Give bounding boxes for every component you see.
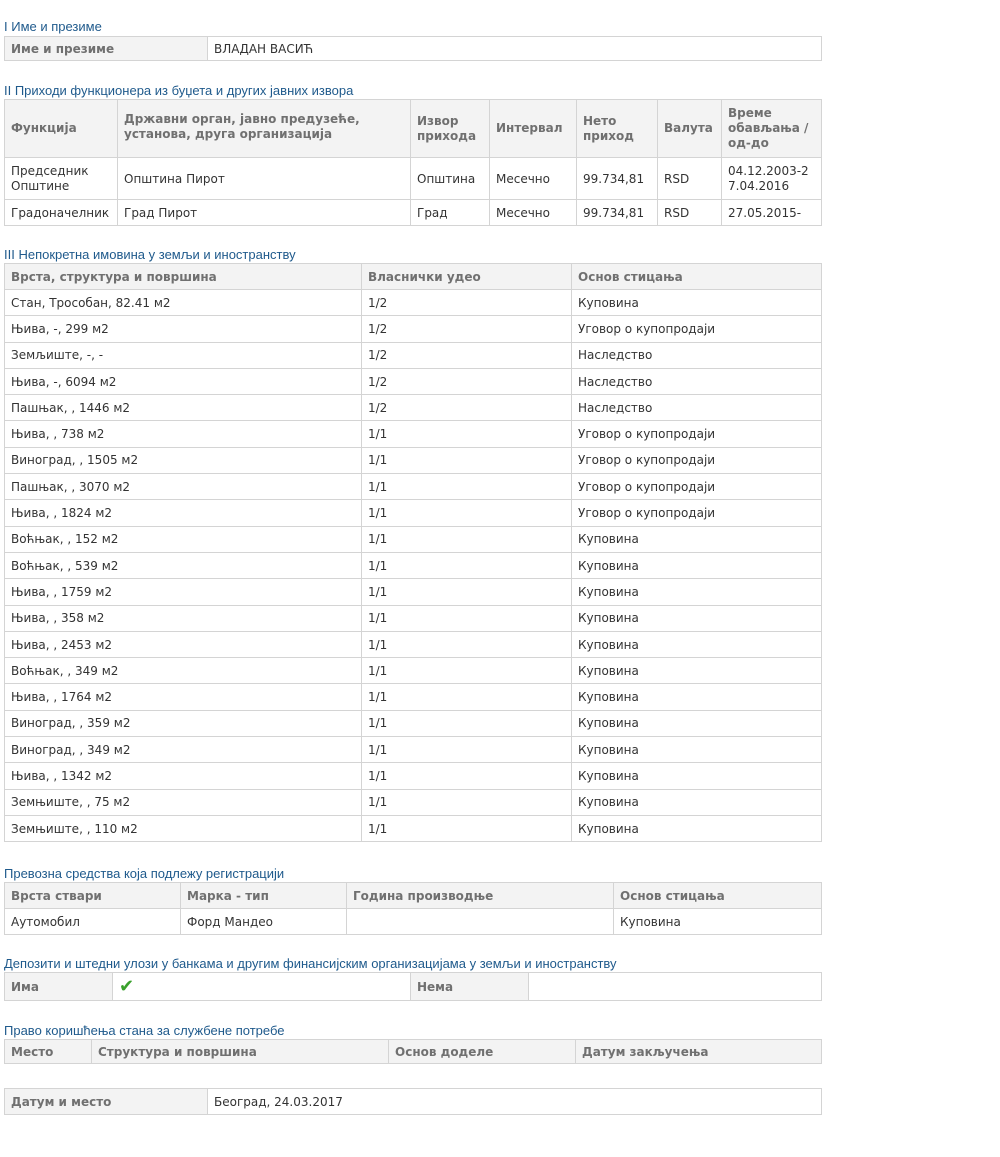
income-cell-period: 27.05.2015- — [722, 200, 822, 226]
property-table — [4, 263, 822, 842]
property-cell-type: Њива, , 1764 м2 — [5, 684, 362, 710]
apartment-header-place: Место — [5, 1040, 92, 1064]
income-cell-function: Председник Општине — [5, 158, 118, 200]
property-cell-share: 1/1 — [362, 605, 572, 631]
table-row — [5, 526, 822, 552]
property-cell-basis: Куповина — [572, 763, 822, 789]
property-cell-type: Пашњак, , 1446 м2 — [5, 395, 362, 421]
property-cell-basis: Куповина — [572, 658, 822, 684]
property-cell-share: 1/1 — [362, 552, 572, 578]
income-cell-interval: Месечно — [490, 158, 577, 200]
property-cell-type: Њива, , 358 м2 — [5, 605, 362, 631]
property-cell-share: 1/1 — [362, 710, 572, 736]
table-row — [5, 552, 822, 578]
property-cell-type: Земљиште, -, - — [5, 342, 362, 368]
section-property-title: III Непокретна имовина у земљи и иностранству — [4, 247, 296, 262]
deposits-table — [4, 972, 822, 1001]
table-row — [5, 200, 822, 226]
income-header-source: Извор прихода — [411, 100, 490, 158]
vehicle-cell-basis: Куповина — [614, 909, 822, 935]
property-cell-basis: Куповина — [572, 737, 822, 763]
property-cell-share: 1/1 — [362, 579, 572, 605]
name-label: Име и презиме — [5, 37, 208, 61]
property-cell-type: Њива, , 1342 м2 — [5, 763, 362, 789]
deposits-has-label: Има — [5, 973, 113, 1001]
property-cell-type: Воћњак, , 349 м2 — [5, 658, 362, 684]
date-place-value: Београд, 24.03.2017 — [208, 1089, 822, 1115]
apartment-header-date: Датум закључења — [576, 1040, 822, 1064]
property-cell-type: Земњиште, , 75 м2 — [5, 789, 362, 815]
property-cell-type: Земњиште, , 110 м2 — [5, 815, 362, 841]
checkmark-icon: ✔ — [119, 976, 135, 998]
vehicle-cell-type: Аутомобил — [5, 909, 181, 935]
vehicle-cell-brand: Форд Мандео — [181, 909, 347, 935]
property-cell-basis: Наследство — [572, 368, 822, 394]
apartment-header-basis: Основ доделе — [389, 1040, 576, 1064]
income-table — [4, 99, 822, 226]
table-row — [5, 631, 822, 657]
table-row — [5, 395, 822, 421]
name-table — [4, 36, 822, 61]
property-cell-type: Пашњак, , 3070 м2 — [5, 474, 362, 500]
date-place-table — [4, 1088, 822, 1115]
section-apartment-title: Право коришћења стана за службене потребе — [4, 1023, 285, 1039]
section-deposits-title: Депозити и штедни улози у банкама и другим финансијским организацијама у земљи и иностранству — [4, 956, 617, 972]
table-row — [5, 421, 822, 447]
deposits-has-value — [113, 973, 411, 1001]
table-row — [5, 737, 822, 763]
property-header-type: Врста, структура и површина — [5, 264, 362, 290]
property-cell-share: 1/1 — [362, 474, 572, 500]
vehicles-table — [4, 882, 822, 935]
property-cell-type: Њива, , 738 м2 — [5, 421, 362, 447]
property-cell-basis: Куповина — [572, 789, 822, 815]
table-row — [5, 500, 822, 526]
income-header-period: Време обављања / од-до — [722, 100, 822, 158]
property-cell-share: 1/1 — [362, 684, 572, 710]
property-cell-type: Њива, , 1824 м2 — [5, 500, 362, 526]
income-header-interval: Интервал — [490, 100, 577, 158]
table-row — [5, 342, 822, 368]
property-cell-basis: Уговор о купопродаји — [572, 474, 822, 500]
property-cell-share: 1/1 — [362, 658, 572, 684]
property-cell-type: Њива, , 1759 м2 — [5, 579, 362, 605]
property-cell-basis: Куповина — [572, 710, 822, 736]
table-row — [5, 474, 822, 500]
income-cell-organization: Град Пирот — [118, 200, 411, 226]
property-cell-share: 1/2 — [362, 368, 572, 394]
property-cell-basis: Куповина — [572, 579, 822, 605]
date-place-label: Датум и место — [5, 1089, 208, 1115]
income-cell-source: Општина — [411, 158, 490, 200]
table-row — [5, 909, 822, 935]
table-row — [5, 658, 822, 684]
property-cell-type: Воћњак, , 152 м2 — [5, 526, 362, 552]
name-value: ВЛАДАН ВАСИЋ — [208, 37, 822, 61]
property-cell-share: 1/2 — [362, 342, 572, 368]
income-cell-period: 04.12.2003-27.04.2016 — [722, 158, 822, 200]
table-row — [5, 579, 822, 605]
table-row — [5, 158, 822, 200]
income-header-net: Нето приход — [577, 100, 658, 158]
vehicles-header-year: Година производње — [347, 883, 614, 909]
property-cell-type: Њива, , 2453 м2 — [5, 631, 362, 657]
property-cell-type: Њива, -, 6094 м2 — [5, 368, 362, 394]
table-row — [5, 316, 822, 342]
income-cell-organization: Општина Пирот — [118, 158, 411, 200]
property-cell-basis: Куповина — [572, 605, 822, 631]
property-cell-basis: Куповина — [572, 290, 822, 316]
property-cell-share: 1/1 — [362, 447, 572, 473]
property-cell-basis: Уговор о купопродаји — [572, 421, 822, 447]
table-row — [5, 605, 822, 631]
property-cell-basis: Куповина — [572, 684, 822, 710]
property-cell-type: Виноград, , 349 м2 — [5, 737, 362, 763]
property-cell-basis: Уговор о купопродаји — [572, 316, 822, 342]
table-row — [5, 763, 822, 789]
deposits-none-value — [529, 973, 822, 1001]
property-cell-share: 1/2 — [362, 290, 572, 316]
property-cell-basis: Куповина — [572, 552, 822, 578]
vehicle-cell-year — [347, 909, 614, 935]
apartment-table — [4, 1039, 822, 1064]
income-cell-function: Градоначелник — [5, 200, 118, 226]
income-cell-net: 99.734,81 — [577, 158, 658, 200]
property-cell-basis: Куповина — [572, 526, 822, 552]
section-name-title: I Име и презиме — [4, 19, 102, 34]
property-cell-share: 1/1 — [362, 815, 572, 841]
table-row — [5, 290, 822, 316]
property-cell-type: Стан, Трособан, 82.41 м2 — [5, 290, 362, 316]
apartment-header-structure: Структура и површина — [92, 1040, 389, 1064]
table-row — [5, 710, 822, 736]
section-income-title: II Приходи функционера из буџета и других јавних извора — [4, 83, 354, 98]
property-cell-basis: Куповина — [572, 631, 822, 657]
income-header-currency: Валута — [658, 100, 722, 158]
property-cell-basis: Уговор о купопродаји — [572, 447, 822, 473]
property-cell-type: Виноград, , 359 м2 — [5, 710, 362, 736]
property-cell-share: 1/1 — [362, 631, 572, 657]
property-cell-type: Воћњак, , 539 м2 — [5, 552, 362, 578]
income-cell-currency: RSD — [658, 158, 722, 200]
vehicles-header-brand: Марка - тип — [181, 883, 347, 909]
table-row — [5, 447, 822, 473]
property-cell-basis: Уговор о купопродаји — [572, 500, 822, 526]
income-cell-currency: RSD — [658, 200, 722, 226]
property-cell-share: 1/1 — [362, 763, 572, 789]
income-cell-net: 99.734,81 — [577, 200, 658, 226]
property-cell-share: 1/1 — [362, 789, 572, 815]
table-row — [5, 368, 822, 394]
property-cell-share: 1/1 — [362, 526, 572, 552]
property-cell-share: 1/2 — [362, 316, 572, 342]
property-cell-basis: Наследство — [572, 395, 822, 421]
section-vehicles-title: Превозна средства која подлежу регистрацији — [4, 866, 285, 882]
property-cell-type: Њива, -, 299 м2 — [5, 316, 362, 342]
table-row — [5, 684, 822, 710]
property-cell-type: Виноград, , 1505 м2 — [5, 447, 362, 473]
vehicles-header-basis: Основ стицања — [614, 883, 822, 909]
deposits-none-label: Нема — [411, 973, 529, 1001]
property-cell-share: 1/1 — [362, 737, 572, 763]
income-cell-source: Град — [411, 200, 490, 226]
property-header-share: Власнички удео — [362, 264, 572, 290]
declaration-page — [4, 0, 822, 1115]
property-cell-basis: Куповина — [572, 815, 822, 841]
income-cell-interval: Месечно — [490, 200, 577, 226]
property-cell-share: 1/2 — [362, 395, 572, 421]
income-header-function: Функција — [5, 100, 118, 158]
table-row — [5, 815, 822, 841]
vehicles-header-type: Врста ствари — [5, 883, 181, 909]
property-cell-share: 1/1 — [362, 500, 572, 526]
property-cell-share: 1/1 — [362, 421, 572, 447]
table-row — [5, 789, 822, 815]
income-header-organization: Државни орган, јавно предузеће, установа, друга организација — [118, 100, 411, 158]
property-header-basis: Основ стицања — [572, 264, 822, 290]
property-cell-basis: Наследство — [572, 342, 822, 368]
